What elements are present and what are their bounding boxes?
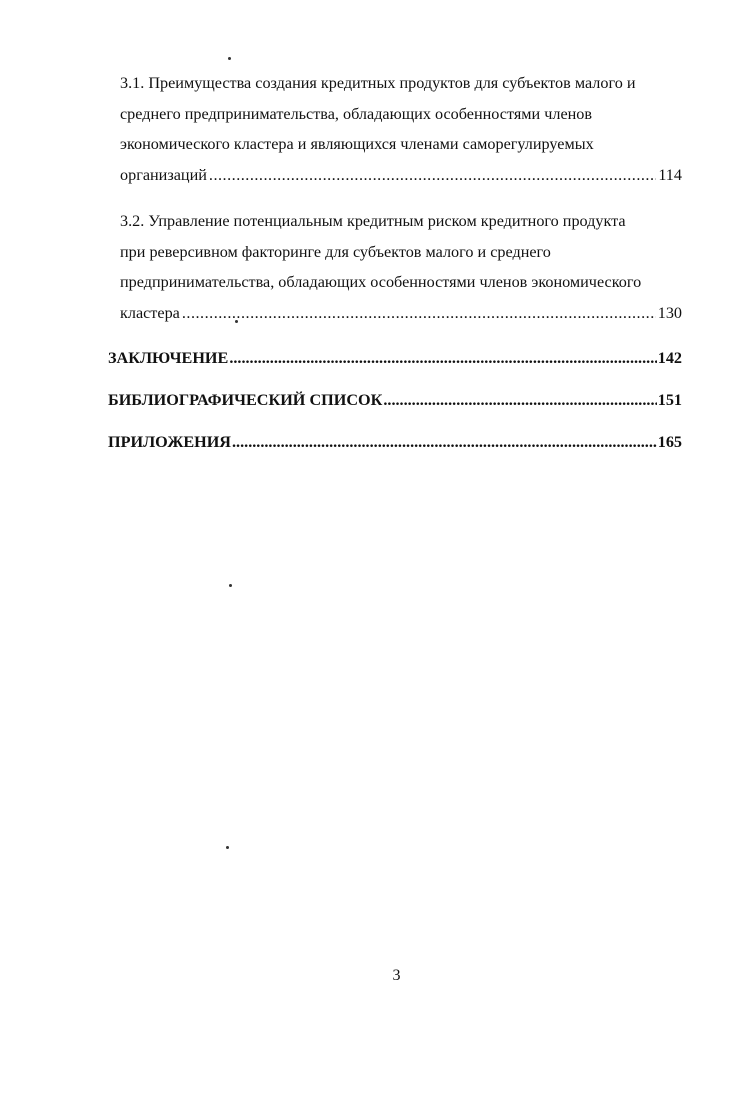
scan-speck (228, 57, 231, 60)
dot-leader (229, 348, 656, 368)
toc-entry-title: БИБЛИОГРАФИЧЕСКИЙ СПИСОК (108, 391, 383, 409)
dot-leader (232, 432, 657, 452)
toc-entry-conclusion[interactable] (108, 348, 682, 368)
toc-page-number: 151 (657, 391, 682, 409)
toc-entry-line: 3.2. Управление потенциальным кредитным риском кредитного продукта (120, 212, 626, 230)
toc-entry-line: кластера (120, 303, 180, 322)
toc-entry-line: предпринимательства, обладающих особенностями членов экономического (120, 273, 642, 291)
toc-entry-appendices[interactable] (108, 432, 682, 452)
toc-entry-line: при реверсивном факторинге для субъектов малого и среднего (120, 242, 551, 261)
table-of-contents (108, 68, 682, 474)
dot-leader (383, 390, 656, 410)
toc-entry-bibliography[interactable] (108, 390, 682, 410)
toc-page-number: 142 (657, 349, 682, 367)
toc-entry-line: экономического кластера и являющихся членами саморегулируемых (120, 135, 594, 153)
toc-entry-3-1[interactable] (108, 68, 682, 190)
toc-page-number: 130 (657, 303, 682, 322)
toc-entry-line: среднего предпринимательства, обладающих особенностями членов (120, 104, 593, 123)
toc-entry-leader-line (120, 298, 682, 329)
toc-page-number: 165 (657, 433, 682, 451)
toc-entry-title: ЗАКЛЮЧЕНИЕ (108, 349, 229, 367)
toc-entry-line: организаций (120, 165, 207, 184)
scan-speck (229, 584, 232, 587)
dot-leader (209, 160, 656, 191)
toc-entry-leader-line (120, 160, 682, 191)
page-number: 3 (392, 967, 401, 984)
toc-entry-3-2[interactable] (108, 206, 682, 328)
scan-speck (226, 846, 229, 849)
dot-leader (182, 298, 656, 329)
toc-page-number: 114 (658, 165, 682, 184)
toc-entry-line: 3.1. Преимущества создания кредитных продуктов для субъектов малого и (120, 74, 636, 92)
toc-entry-title: ПРИЛОЖЕНИЯ (108, 433, 231, 451)
